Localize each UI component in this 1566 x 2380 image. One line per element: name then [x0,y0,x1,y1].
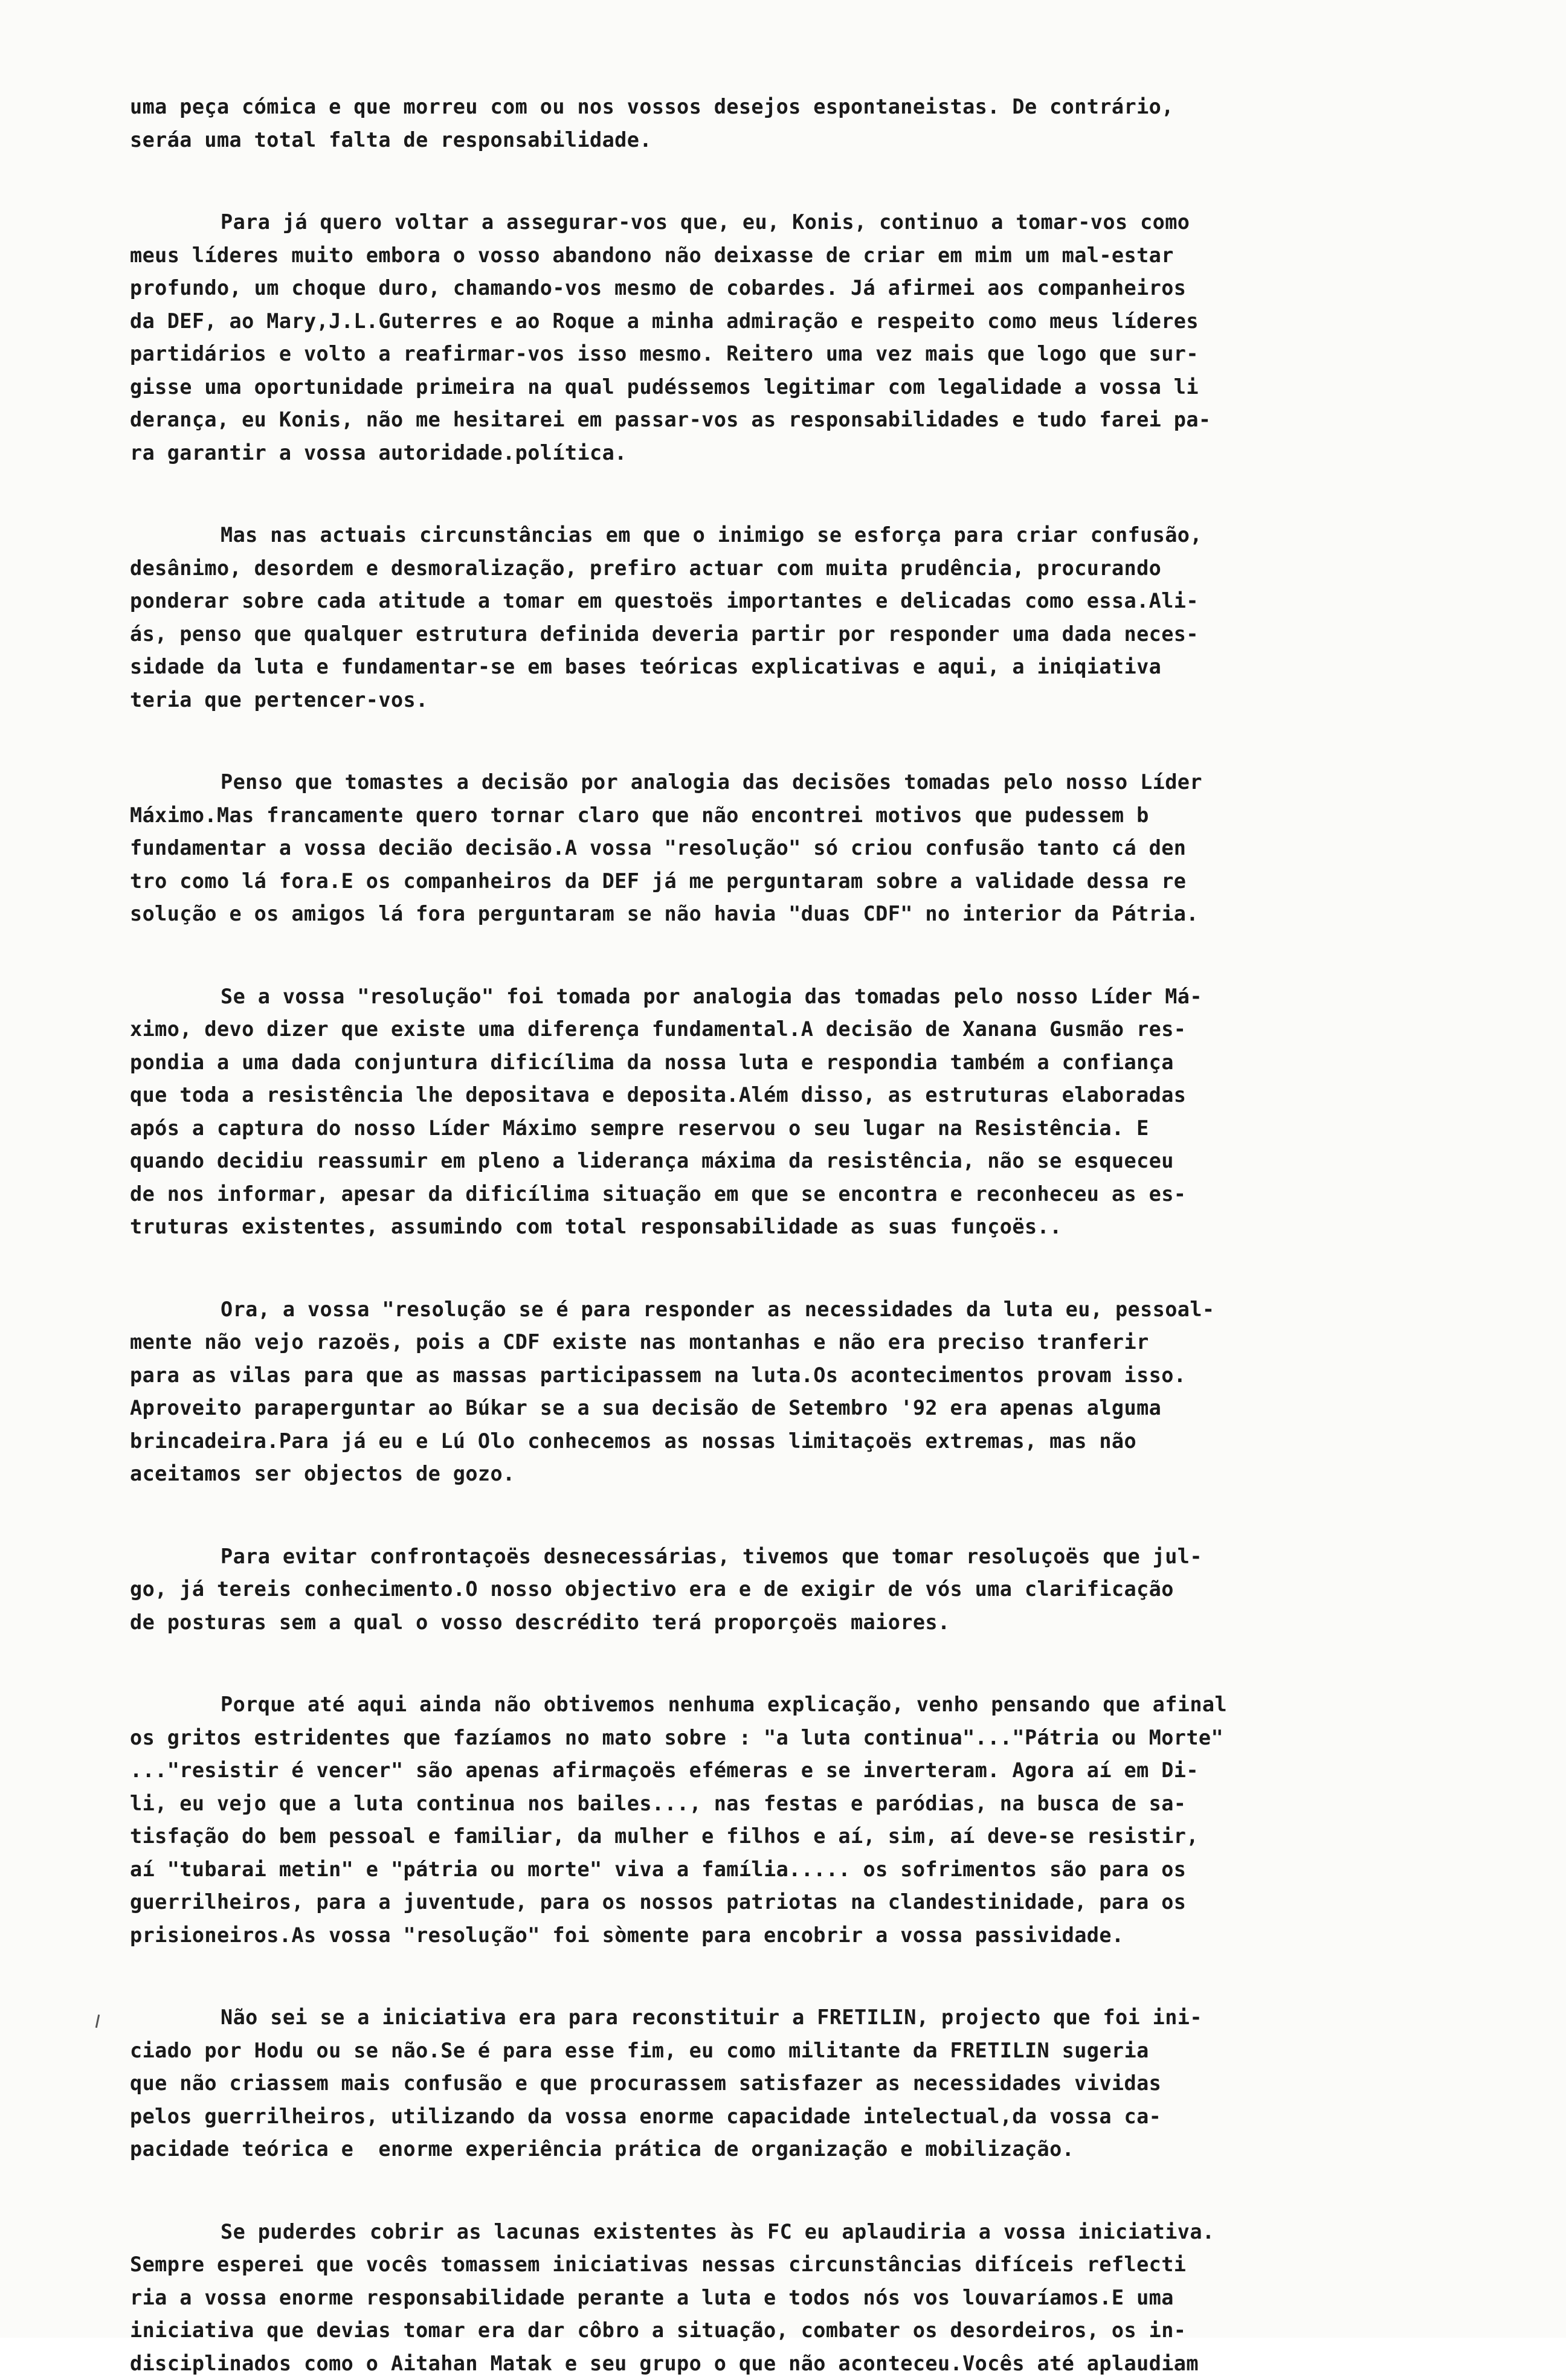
text-line: prisioneiros.As vossa "resolução" foi sòmente para encobrir a vossa passividade. [130,1919,1447,1952]
text-line: fundamentar a vossa decião decisão.A vossa "resolução" só criou confusão tanto cá den [130,832,1447,865]
text-line: para as vilas para que as massas participassem na luta.Os acontecimentos provam isso. [130,1359,1447,1392]
text-line: Não sei se a iniciativa era para reconstituir a FRETILIN, projecto que foi ini- [130,2001,1447,2034]
text-line: quando decidiu reassumir em pleno a liderança máxima da resistência, não se esqueceu [130,1145,1447,1178]
paragraph-1 [130,91,1447,156]
paragraph-7 [130,1540,1447,1639]
text-line: Sempre esperei que vocês tomassem iniciativas nessas circunstâncias difíceis reflecti [130,2248,1447,2282]
text-line: tisfação do bem pessoal e familiar, da mulher e filhos e aí, sim, aí deve-se resistir, [130,1820,1447,1853]
text-line: Se a vossa "resolução" foi tomada por analogia das tomadas pelo nosso Líder Má- [130,980,1447,1014]
text-line: Porque até aqui ainda não obtivemos nenhuma explicação, venho pensando que afinal [130,1688,1447,1722]
text-line: ás, penso que qualquer estrutura definida deveria partir por responder uma dada neces- [130,618,1447,651]
paragraph-4 [130,766,1447,931]
text-line: que toda a resistência lhe depositava e deposita.Além disso, as estruturas elaboradas [130,1079,1447,1112]
text-line: pelos guerrilheiros, utilizando da vossa enorme capacidade intelectual,da vossa ca- [130,2100,1447,2134]
text-line: Para já quero voltar a assegurar-vos que, eu, Konis, continuo a tomar-vos como [130,206,1447,239]
text-line: gisse uma oportunidade primeira na qual pudéssemos legitimar com legalidade a vossa li [130,371,1447,404]
text-line: truturas existentes, assumindo com total responsabilidade as suas funçoës.. [130,1211,1447,1244]
text-line: de nos informar, apesar da dificílima situação em que se encontra e reconheceu as es- [130,1178,1447,1211]
text-line: uma peça cómica e que morreu com ou nos vossos desejos espontaneistas. De contrário, [130,91,1447,124]
text-line: Ora, a vossa "resolução se é para responder as necessidades da luta eu, pessoal- [130,1293,1447,1327]
text-line: ponderar sobre cada atitude a tomar em questoës importantes e delicadas como essa.Ali- [130,585,1447,618]
text-line: iniciativa que devias tomar era dar côbro a situação, combater os desordeiros, os in- [130,2314,1447,2347]
text-line: Mas nas actuais circunstâncias em que o inimigo se esforça para criar confusão, [130,519,1447,552]
text-line: pondia a uma dada conjuntura dificílima da nossa luta e respondia também a confiança [130,1046,1447,1079]
text-line: ciado por Hodu ou se não.Se é para esse fim, eu como militante da FRETILIN sugeria [130,2034,1447,2068]
text-line: aceitamos ser objectos de gozo. [130,1458,1447,1491]
text-line: sidade da luta e fundamentar-se em bases teóricas explicativas e aqui, a iniqiativa [130,651,1447,684]
text-line: partidários e volto a reafirmar-vos isso mesmo. Reitero uma vez mais que logo que sur- [130,338,1447,371]
text-line: ximo, devo dizer que existe uma diferença fundamental.A decisão de Xanana Gusmão res- [130,1013,1447,1046]
paragraph-6 [130,1293,1447,1491]
text-line: li, eu vejo que a luta continua nos bailes..., nas festas e paródias, na busca de sa- [130,1787,1447,1821]
text-line: Se puderdes cobrir as lacunas existentes às FC eu aplaudiria a vossa iniciativa. [130,2216,1447,2249]
text-line: de posturas sem a qual o vosso descrédito terá proporçoës maiores. [130,1606,1447,1639]
paragraph-5 [130,980,1447,1244]
text-line: go, já tereis conhecimento.O nosso objectivo era e de exigir de vós uma clarificação [130,1573,1447,1606]
text-line: desânimo, desordem e desmoralização, prefiro actuar com muita prudência, procurando [130,552,1447,585]
text-line: Penso que tomastes a decisão por analogia das decisões tomadas pelo nosso Líder [130,766,1447,799]
text-line: tro como lá fora.E os companheiros da DEF já me perguntaram sobre a validade dessa re [130,865,1447,898]
text-line: teria que pertencer-vos. [130,684,1447,717]
text-line: que não criassem mais confusão e que procurassem satisfazer as necessidades vividas [130,2067,1447,2100]
paragraph-2 [130,206,1447,469]
text-line: derança, eu Konis, não me hesitarei em passar-vos as responsabilidades e tudo farei pa- [130,404,1447,437]
text-line: ria a vossa enorme responsabilidade perante a luta e todos nós vos louvaríamos.E uma [130,2282,1447,2315]
text-line: brincadeira.Para já eu e Lú Olo conhecemos as nossas limitaçoës extremas, mas não [130,1425,1447,1458]
letter-body [130,91,1447,2380]
paragraph-8 [130,1688,1447,1952]
text-line: aí "tubarai metin" e "pátria ou morte" viva a família..... os sofrimentos são para os [130,1853,1447,1886]
text-line: Para evitar confrontaçoës desnecessárias, tivemos que tomar resoluçoës que jul- [130,1540,1447,1574]
text-line: solução e os amigos lá fora perguntaram se não havia "duas CDF" no interior da Pátria. [130,898,1447,931]
paragraph-10 [130,2216,1447,2380]
text-line: ra garantir a vossa autoridade.política. [130,437,1447,470]
text-line: após a captura do nosso Líder Máximo sempre reservou o seu lugar na Resistência. E [130,1112,1447,1145]
text-line: seráa uma total falta de responsabilidade. [130,124,1447,157]
text-line: os gritos estridentes que fazíamos no mato sobre : "a luta continua"..."Pátria ou Morte" [130,1722,1447,1755]
text-line: mente não vejo razoës, pois a CDF existe nas montanhas e não era preciso tranferir [130,1326,1447,1359]
text-line: profundo, um choque duro, chamando-vos mesmo de cobardes. Já afirmei aos companheiros [130,272,1447,305]
text-line: Aproveito paraperguntar ao Búkar se a sua decisão de Setembro '92 era apenas alguma [130,1392,1447,1425]
text-line: Máximo.Mas francamente quero tornar claro que não encontrei motivos que pudessem b [130,799,1447,832]
text-line: guerrilheiros, para a juventude, para os nossos patriotas na clandestinidade, para os [130,1886,1447,1919]
text-line: disciplinados como o Aitahan Matak e seu grupo o que não aconteceu.Vocês até aplaudiam [130,2347,1447,2380]
text-line: meus líderes muito embora o vosso abandono não deixasse de criar em mim um mal-estar [130,239,1447,272]
text-line: pacidade teórica e enorme experiência prática de organização e mobilização. [130,2133,1447,2166]
text-line: ..."resistir é vencer" são apenas afirmaçoës efémeras e se inverteram. Agora aí em Di- [130,1754,1447,1787]
text-line: da DEF, ao Mary,J.L.Guterres e ao Roque a minha admiração e respeito como meus líderes [130,305,1447,338]
margin-mark [95,2015,100,2028]
paragraph-3 [130,519,1447,716]
paragraph-9 [130,2001,1447,2166]
